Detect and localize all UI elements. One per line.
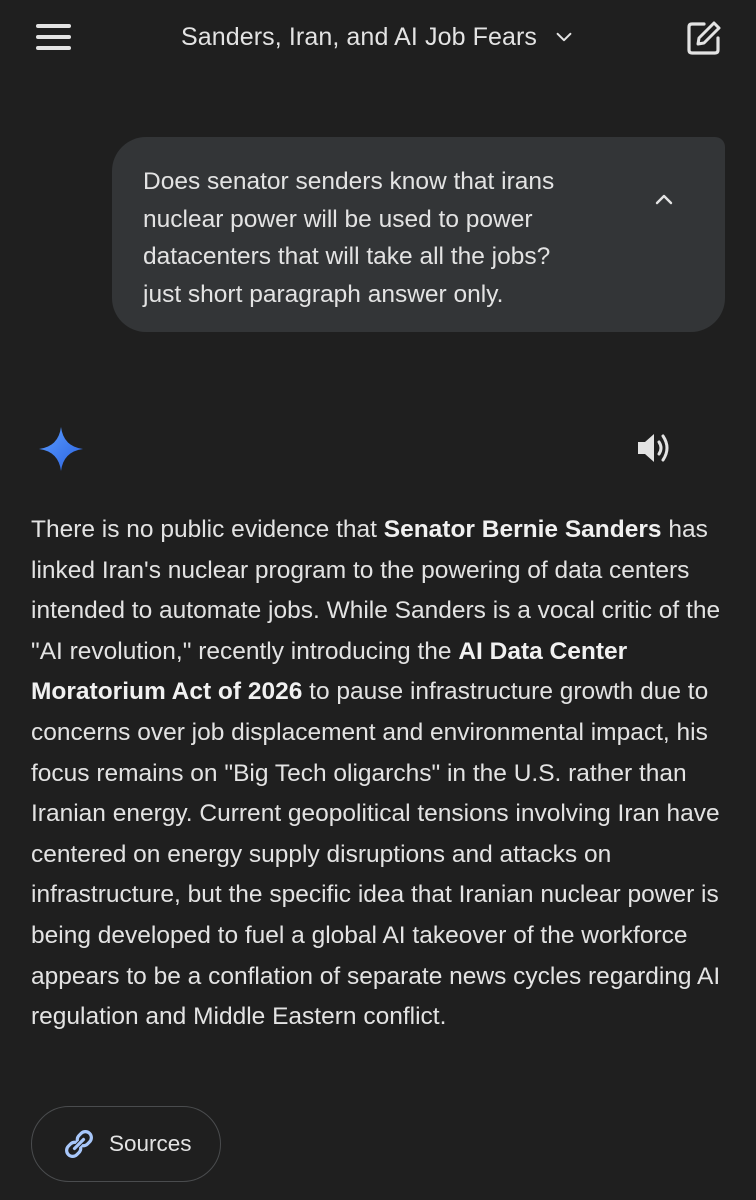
response-segment: has linked Iran's nuclear program to the powering of data centers intended to automate jobs. While Sanders is a vocal critic of the "AI revolution," recently introducing the [31,516,721,665]
user-message-line: Does senator senders know that irans [143,168,555,195]
sparkle-icon [38,426,84,472]
user-message-line: datacenters that will take all the jobs? [143,243,551,270]
conversation-title: Sanders, Iran, and AI Job Fears [180,22,538,51]
sources-button[interactable] [31,1106,221,1182]
user-message-text [143,163,613,313]
edit-icon[interactable] [684,18,724,58]
chevron-up-icon[interactable] [648,183,680,215]
conversation-title-dropdown[interactable] [0,18,756,56]
response-segment: to pause infrastructure growth due to concerns over job displacement and environmental impact, his focus remains on "Big Tech oligarchs" in the U.S. rather than Iranian energy. Current geopolitical tensions involving Iran have centered on energy supply disruptions and attacks on infrastructure, but the specific idea that Iranian nuclear power is being developed to fuel a global AI takeover of the workforce appears to be a conflation of separate news cycles regarding AI regulation and Middle Eastern conflict. [31,678,721,1031]
response-bold-act: AI Data Center Moratorium Act of 2026 [31,637,628,706]
response-bold-name: Senator Bernie Sanders [383,516,662,543]
user-message-line: nuclear power will be used to power [143,205,533,233]
user-message-bubble [112,137,725,332]
sources-label: Sources [109,1131,192,1156]
speaker-icon[interactable] [634,428,678,468]
response-segment: There is no public evidence that [31,516,384,543]
user-message-line: just short paragraph answer only. [143,280,504,308]
top-bar [0,0,756,76]
chevron-down-icon [553,26,575,48]
link-icon [62,1127,96,1161]
response-text [31,510,726,1038]
